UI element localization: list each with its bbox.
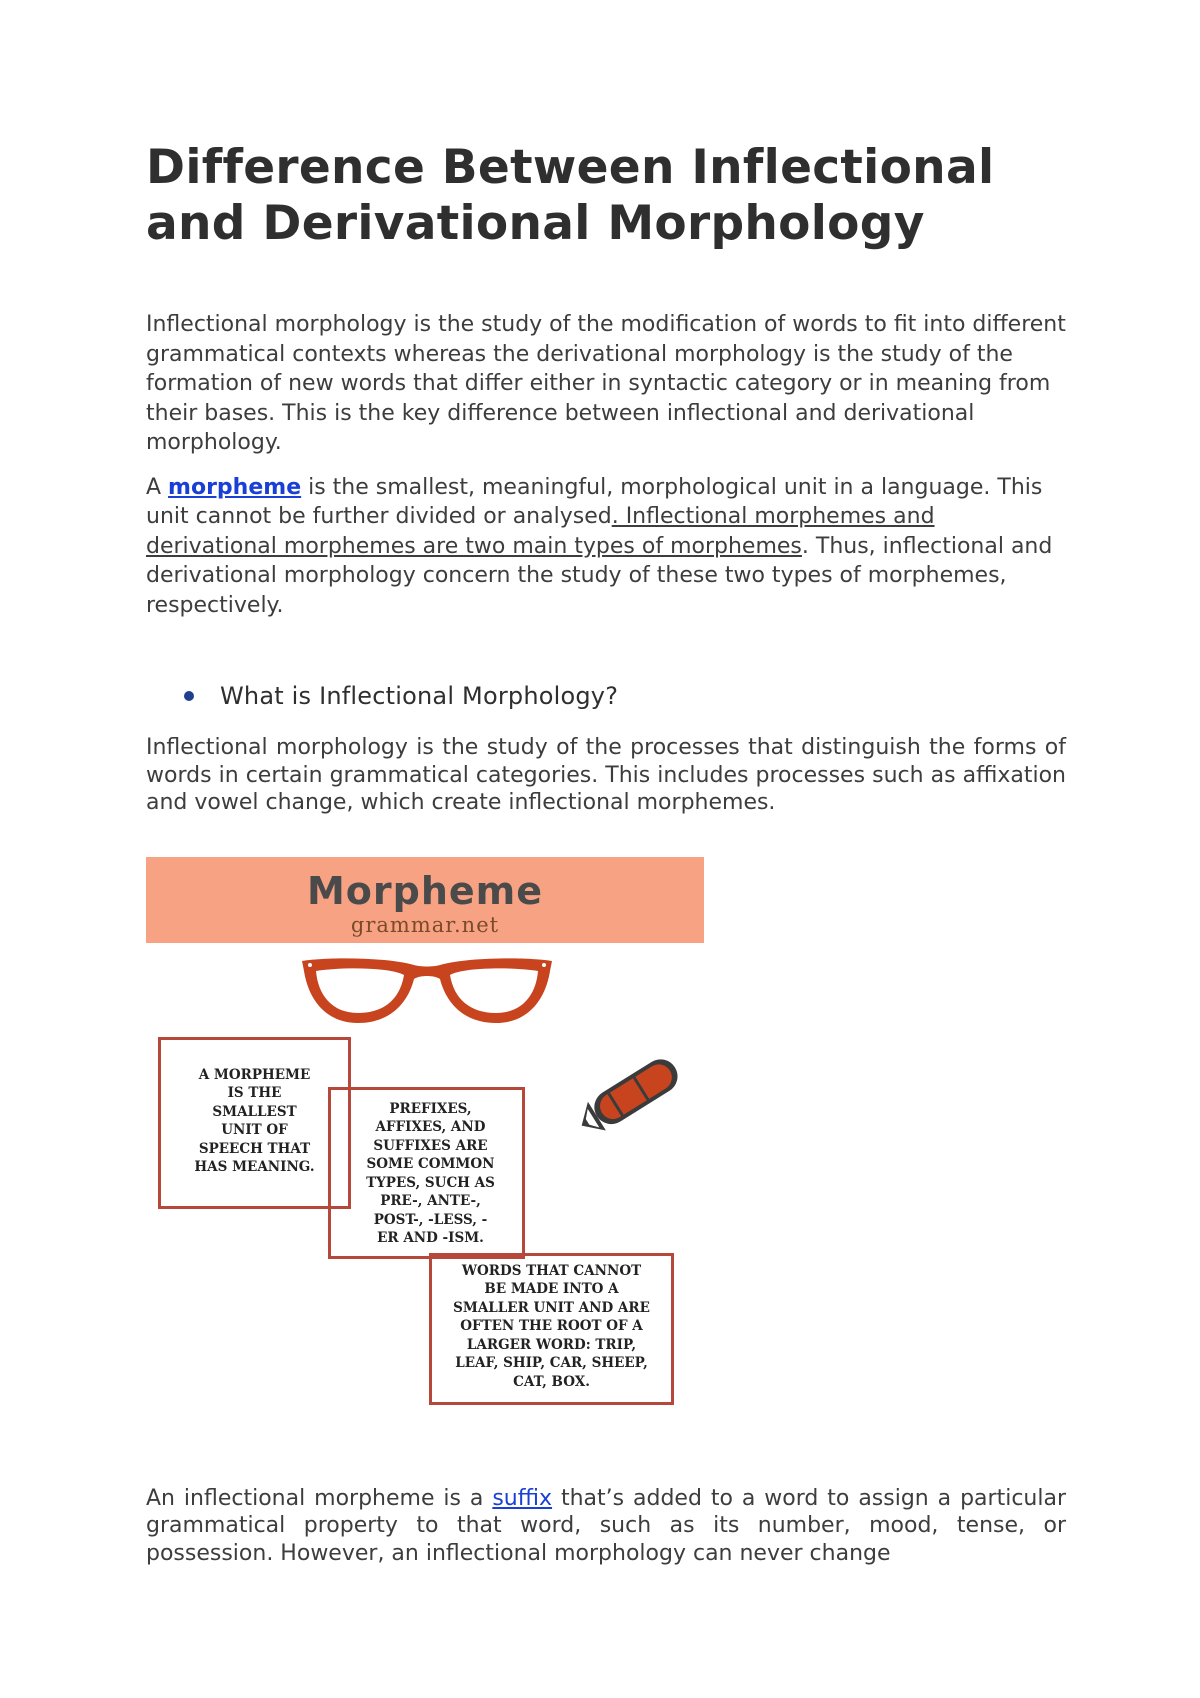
morpheme-link[interactable]: morpheme: [168, 474, 302, 500]
document-page: [146, 140, 1066, 1582]
suffix-text-2: that’s added to a word to assign a particular grammatical property to that word, such as its number, mood, tense, or possession. However, an inflectional morphology can never change: [146, 1485, 1066, 1566]
suffix-text-1: An inflectional morpheme is a: [146, 1485, 493, 1511]
banner-title: Morpheme: [306, 868, 544, 913]
morpheme-infographic: [146, 857, 706, 1427]
root-words-box: WORDS THAT CANNOT BE MADE INTO A SMALLER UNIT AND ARE OFTEN THE ROOT OF A LARGER WORD: TRIP, LEAF, SHIP, CAR, SHEEP, CAT, BOX.: [429, 1253, 674, 1405]
section-paragraph: Inflectional morphology is the study of the processes that distinguish the forms of words in certain grammatical categories. This includes processes such as affixation and vowel change, which create inflectional morphemes.: [146, 735, 1066, 815]
intro-paragraph: Inflectional morphology is the study of the modification of words to fit into different grammatical contexts whereas the derivational morphology is the study of the formation of new words that differ either in syntactic category or in meaning from their bases. This is the key difference between inflectional and derivational morphology.: [146, 312, 1066, 455]
pencil-icon: [572, 1049, 692, 1137]
section-bullet: [146, 682, 1066, 710]
morpheme-text-1: is the smallest, meaningful, morphological unit in a language. This unit cannot be further divided or analysed: [146, 474, 1043, 529]
morpheme-prefix: A: [146, 474, 169, 500]
infographic-banner: [146, 857, 704, 943]
suffix-paragraph: [146, 1485, 1066, 1568]
affix-types-box: PREFIXES, AFFIXES, AND SUFFIXES ARE SOME COMMON TYPES, SUCH AS PRE-, ANTE-, POST-, -LESS, - ER AND -ISM.: [328, 1087, 525, 1259]
suffix-link[interactable]: suffix: [492, 1485, 553, 1511]
definition-box: A MORPHEME IS THE SMALLEST UNIT OF SPEECH THAT HAS MEANING.: [158, 1037, 351, 1209]
banner-subtitle: grammar.net: [350, 912, 500, 937]
page-title: [146, 140, 1066, 252]
section-heading: What is Inflectional Morphology?: [220, 682, 619, 710]
morpheme-paragraph: [146, 473, 1066, 621]
title-line-1: Difference Between Inflectional: [146, 140, 995, 195]
morpheme-text-2: . Thus, inflectional and derivational morphology concern the study of these two types of morphemes, respectively.: [146, 533, 1053, 618]
bullet-icon: [184, 691, 194, 701]
morpheme-underlined-text: . Inflectional morphemes and derivational morphemes are two main types of morphemes: [146, 504, 935, 559]
glasses-icon: [296, 953, 558, 1031]
title-line-2: and Derivational Morphology: [146, 196, 925, 251]
